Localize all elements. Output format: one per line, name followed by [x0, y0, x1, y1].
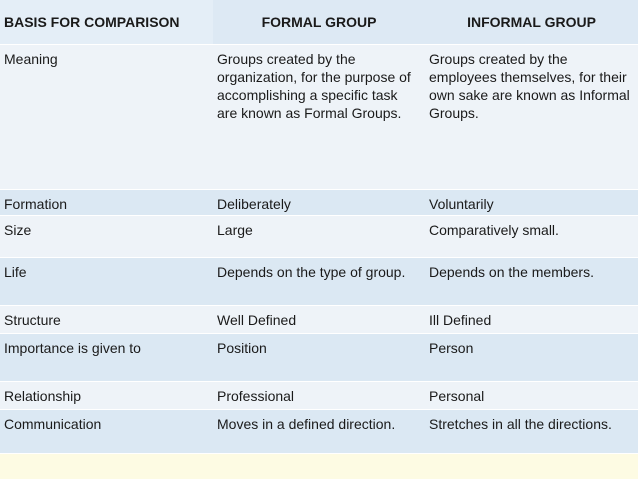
table-row: [0, 45, 638, 190]
basis-cell: Importance is given to: [0, 334, 213, 382]
formal-cell: Professional: [213, 382, 425, 410]
formal-cell: Moves in a defined direction.: [213, 410, 425, 454]
basis-cell: Relationship: [0, 382, 213, 410]
formal-cell: Position: [213, 334, 425, 382]
basis-cell: Life: [0, 258, 213, 306]
basis-cell: Structure: [0, 306, 213, 334]
informal-cell: Person: [425, 334, 638, 382]
table-row: [0, 190, 638, 216]
basis-cell: Communication: [0, 410, 213, 454]
table-row: [0, 382, 638, 410]
informal-cell: Voluntarily: [425, 190, 638, 216]
header-formal: FORMAL GROUP: [213, 0, 425, 45]
table-row: [0, 410, 638, 454]
table-row: [0, 306, 638, 334]
informal-cell: Ill Defined: [425, 306, 638, 334]
formal-cell: Large: [213, 216, 425, 258]
informal-cell: Depends on the members.: [425, 258, 638, 306]
informal-cell: Personal: [425, 382, 638, 410]
basis-cell: Meaning: [0, 45, 213, 190]
bottom-strip: [0, 470, 638, 479]
header-basis: BASIS FOR COMPARISON: [0, 0, 213, 45]
formal-cell: Well Defined: [213, 306, 425, 334]
informal-cell: Groups created by the employees themselves, for their own sake are known as Informal Groups.: [425, 45, 638, 190]
basis-cell: Formation: [0, 190, 213, 216]
table-row: [0, 258, 638, 306]
informal-cell: Comparatively small.: [425, 216, 638, 258]
formal-cell: Depends on the type of group.: [213, 258, 425, 306]
basis-cell: Size: [0, 216, 213, 258]
header-informal: INFORMAL GROUP: [425, 0, 638, 45]
header-row: [0, 0, 638, 45]
formal-cell: Groups created by the organization, for the purpose of accomplishing a specific task are known as Formal Groups.: [213, 45, 425, 190]
table-row: [0, 334, 638, 382]
table-row: [0, 216, 638, 258]
formal-cell: Deliberately: [213, 190, 425, 216]
informal-cell: Stretches in all the directions.: [425, 410, 638, 454]
